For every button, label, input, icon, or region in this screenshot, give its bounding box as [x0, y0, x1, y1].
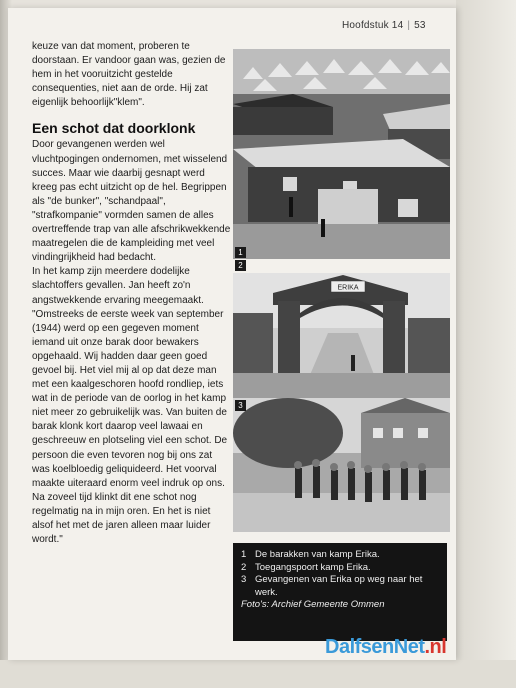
- table-surface: [0, 660, 516, 688]
- header-separator: |: [407, 20, 411, 31]
- section-heading: Een schot dat doorklonk: [32, 120, 196, 137]
- page-number: 53: [414, 20, 426, 31]
- prisoners-image: [233, 398, 450, 532]
- photo-gate: [233, 273, 450, 398]
- photo-credit: Foto's: Archief Gemeente Ommen: [241, 599, 385, 610]
- photo-barracks: [233, 49, 450, 259]
- chapter-label: Hoofdstuk 14: [342, 20, 404, 31]
- caption-item: 2 Toegangspoort kamp Erika.: [241, 561, 371, 573]
- facing-page-edge: [456, 0, 516, 688]
- photo-number-row: [233, 259, 450, 273]
- photo-prisoners: [233, 398, 450, 532]
- photo-number-1: 1: [235, 247, 246, 258]
- intro-paragraph: keuze van dat moment, proberen te doorstaan. Er vandoor gaan was, gezien de hem in het vooruitzicht gestelde consequenties, niet aan de orde. Hij zat eigenlijk behoorlijk"klem".: [32, 41, 226, 109]
- photo-caption-box: [233, 543, 447, 641]
- photo-number-2: 2: [235, 260, 246, 271]
- photo-number-3: 3: [235, 400, 246, 411]
- gate-sign: ERIKA: [337, 284, 359, 292]
- barracks-image: [233, 49, 450, 259]
- article-text: [32, 40, 232, 547]
- caption-item: 1 De barakken van kamp Erika.: [241, 549, 380, 560]
- caption-item: 3 Gevangenen van Erika op weg naar het werk.: [241, 574, 423, 598]
- watermark-logo: DalfsenNet.nl: [325, 636, 447, 658]
- running-header: [342, 20, 426, 31]
- gate-image: [233, 273, 450, 398]
- paragraph-shot: In het kamp zijn meerdere dodelijke slachtoffers gevallen. Jan heeft zo'n angstwekkende ervaring meegemaakt. "Omstreeks de eerste week van september (1944) werd op een gegeven moment iemand uit onze barak door bewakers opgehaald. Wij hadden daar geen goed gevoel bij. Het viel mij al op dat deze man met een kaalgeschoren hoofd rondliep, iets wat in de periode van de oorlog in het kamp niet meer zo gebruikelijk was. Van buiten de barak klonk kort daarop veel lawaai en geschreeuw en plotseling viel een schot. De persoon die even tevoren nog bij ons zat was koelbloedig geliquideerd. Het voorval maakte uiteraard enorm veel indruk op ons. Na zoveel tijd klinkt dit ene schot nog regelmatig na in mijn oren. En het is niet alsof het met de jaren alleen maar luider wordt.": [32, 266, 228, 546]
- photo-column: [233, 49, 450, 532]
- paragraph-escapes: Door gevangenen werden wel vluchtpogingen ondernomen, met wisselend succes. Maar wie daarbij gesnapt werd kreeg pas echt uitzicht op de hel. Begrippen als "de bunker", "schandpaal", "strafkompanie" vormden samen de alles overtreffende trap van alle afschrikwekkende maatregelen die de kampleiding met veel vindingrijkheid had bedacht.: [32, 139, 231, 264]
